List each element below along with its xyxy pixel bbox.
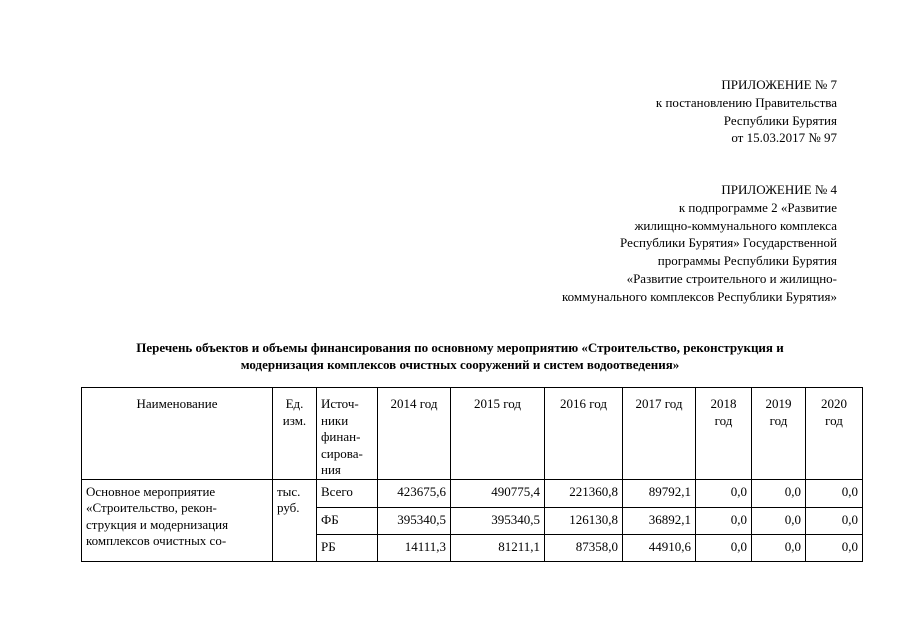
header-2020: 2020 год (806, 388, 863, 480)
source-cell: ФБ (317, 507, 378, 534)
value-cell: 490775,4 (451, 479, 545, 507)
value-cell: 423675,6 (378, 479, 451, 507)
appendix-4-line: жилищно-коммунального комплекса (634, 217, 837, 233)
header-2017: 2017 год (623, 388, 696, 480)
appendix-4-line: коммунального комплексов Республики Бурятия» (561, 288, 837, 304)
appendix-4-line: «Развитие строительного и жилищно- (626, 270, 837, 286)
value-cell: 0,0 (752, 534, 806, 561)
table-row (82, 479, 863, 507)
header-name: Наименование (82, 388, 273, 480)
document-title (60, 339, 860, 373)
source-cell: РБ (317, 534, 378, 561)
value-cell: 395340,5 (378, 507, 451, 534)
unit-cell: тыс. руб. (273, 479, 317, 561)
value-cell: 87358,0 (545, 534, 623, 561)
value-cell: 0,0 (696, 479, 752, 507)
activity-name: Основное мероприятие «Строительство, рекон- струкция и модернизация комплексов очистных со- (82, 479, 273, 561)
value-cell: 89792,1 (623, 479, 696, 507)
title-line-2: модернизация комплексов очистных сооружений и систем водоотведения» (240, 357, 680, 372)
appendix-7-line: ПРИЛОЖЕНИЕ № 7 (721, 77, 837, 92)
header-2019: 2019 год (752, 388, 806, 480)
appendix-4-line: Республики Бурятия» Государственной (620, 235, 837, 251)
value-cell: 0,0 (806, 507, 863, 534)
header-2018: 2018 год (696, 388, 752, 480)
appendix-7-header (656, 76, 837, 147)
appendix-4-line: к подпрограмме 2 «Развитие (678, 199, 837, 215)
appendix-4-line: программы Республики Бурятия (657, 253, 837, 269)
table-header-row (82, 388, 863, 480)
value-cell: 0,0 (806, 534, 863, 561)
value-cell: 44910,6 (623, 534, 696, 561)
value-cell: 0,0 (806, 479, 863, 507)
value-cell: 395340,5 (451, 507, 545, 534)
value-cell: 36892,1 (623, 507, 696, 534)
value-cell: 81211,1 (451, 534, 545, 561)
value-cell: 0,0 (752, 479, 806, 507)
appendix-7-line: от 15.03.2017 № 97 (731, 130, 837, 146)
header-2015: 2015 год (451, 388, 545, 480)
source-cell: Всего (317, 479, 378, 507)
value-cell: 126130,8 (545, 507, 623, 534)
appendix-4-line: ПРИЛОЖЕНИЕ № 4 (721, 182, 837, 197)
value-cell: 0,0 (696, 534, 752, 561)
value-cell: 0,0 (752, 507, 806, 534)
header-2016: 2016 год (545, 388, 623, 480)
header-unit: Ед. изм. (273, 388, 317, 480)
appendix-7-line: Республики Бурятия (723, 112, 837, 128)
title-line-1: Перечень объектов и объемы финансирования по основному мероприятию «Строительство, реконструкция и (136, 340, 784, 355)
header-source: Источ- ники финан- сирова- ния (317, 388, 378, 480)
financing-table (81, 387, 863, 562)
value-cell: 0,0 (696, 507, 752, 534)
header-2014: 2014 год (378, 388, 451, 480)
value-cell: 221360,8 (545, 479, 623, 507)
value-cell: 14111,3 (378, 534, 451, 561)
appendix-4-header (562, 181, 837, 306)
appendix-7-line: к постановлению Правительства (655, 94, 837, 110)
